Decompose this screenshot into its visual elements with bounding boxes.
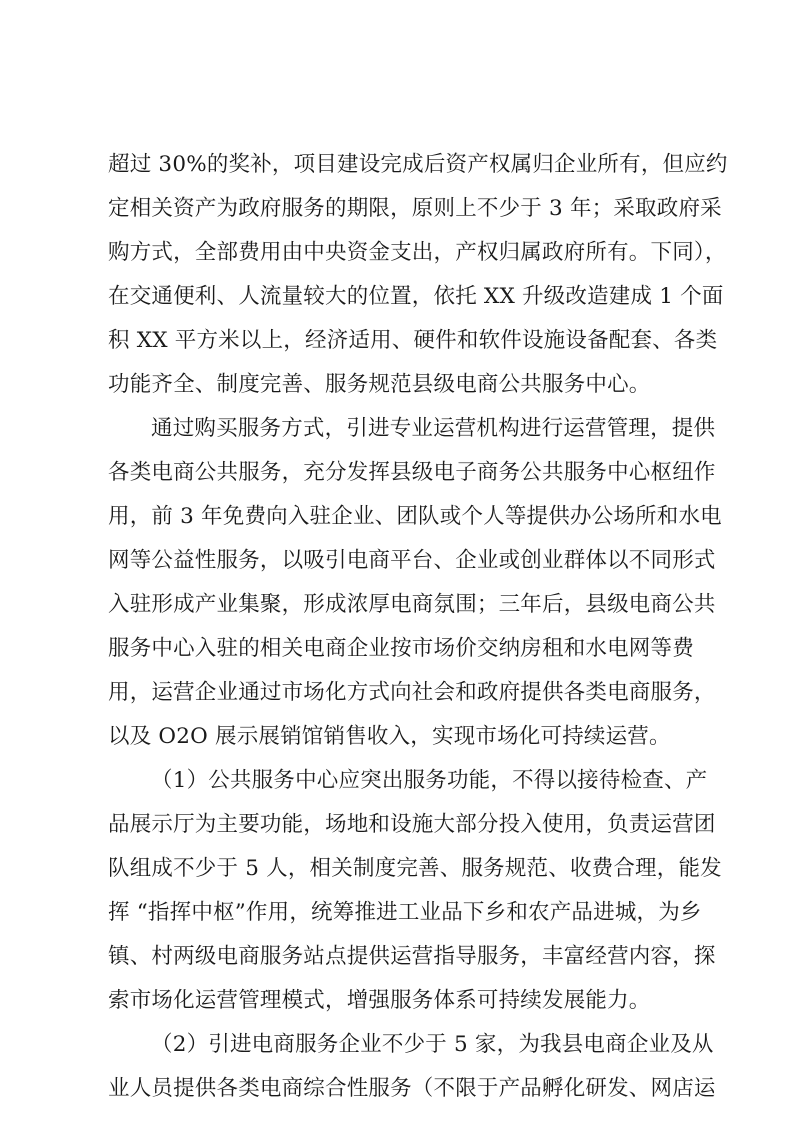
paragraph-line: （2）引进电商服务企业不少于 5 家，为我县电商企业及从 [151, 1032, 714, 1057]
paragraph-line: 积 XX 平方米以上，经济适用、硬件和软件设施设备配套、各类 [108, 328, 718, 353]
paragraph-line: 索市场化运营管理模式，增强服务体系可持续发展能力。 [108, 988, 651, 1013]
paragraph-line: 功能齐全、制度完善、服务规范县级电商公共服务中心。 [108, 372, 651, 397]
paragraph-line: 定相关资产为政府服务的期限，原则上不少于 3 年；采取政府采 [108, 196, 722, 221]
paragraph-line: 业人员提供各类电商综合性服务（不限于产品孵化研发、网店运 [108, 1076, 716, 1101]
paragraph-line: 服务中心入驻的相关电商企业按市场价交纳房租和水电网等费 [108, 636, 694, 661]
paragraph-line: 在交通便利、人流量较大的位置，依托 XX 升级改造建成 1 个面 [108, 284, 724, 309]
paragraph-line: 队组成不少于 5 人，相关制度完善、服务规范、收费合理，能发 [108, 856, 722, 881]
paragraph-line: 品展示厅为主要功能，场地和设施大部分投入使用，负责运营团 [108, 812, 716, 837]
paragraph-line: 用，前 3 年免费向入驻企业、团队或个人等提供办公场所和水电 [108, 504, 722, 529]
paragraph-line: 用，运营企业通过市场化方式向社会和政府提供各类电商服务， [108, 680, 716, 705]
paragraph-line: 各类电商公共服务，充分发挥县级电子商务公共服务中心枢纽作 [108, 460, 716, 485]
paragraph-line: （1）公共服务中心应突出服务功能，不得以接待检查、产 [151, 768, 708, 793]
paragraph-line: 入驻形成产业集聚，形成浓厚电商氛围；三年后，县级电商公共 [108, 592, 716, 617]
paragraph-line: 以及 O2O 展示展销馆销售收入，实现市场化可持续运营。 [108, 724, 671, 749]
paragraph-line: 网等公益性服务，以吸引电商平台、企业或创业群体以不同形式 [108, 548, 716, 573]
paragraph-line: 超过 30%的奖补，项目建设完成后资产权属归企业所有，但应约 [108, 152, 728, 177]
paragraph-line: 挥 “指挥中枢”作用，统筹推进工业品下乡和农产品进城，为乡 [108, 900, 702, 925]
paragraph-line: 镇、村两级电商服务站点提供运营指导服务，丰富经营内容，探 [108, 944, 716, 969]
paragraph-line: 通过购买服务方式，引进专业运营机构进行运营管理，提供 [151, 416, 716, 441]
paragraph-line: 购方式，全部费用由中央资金支出，产权归属政府所有。下同）， [108, 240, 727, 265]
